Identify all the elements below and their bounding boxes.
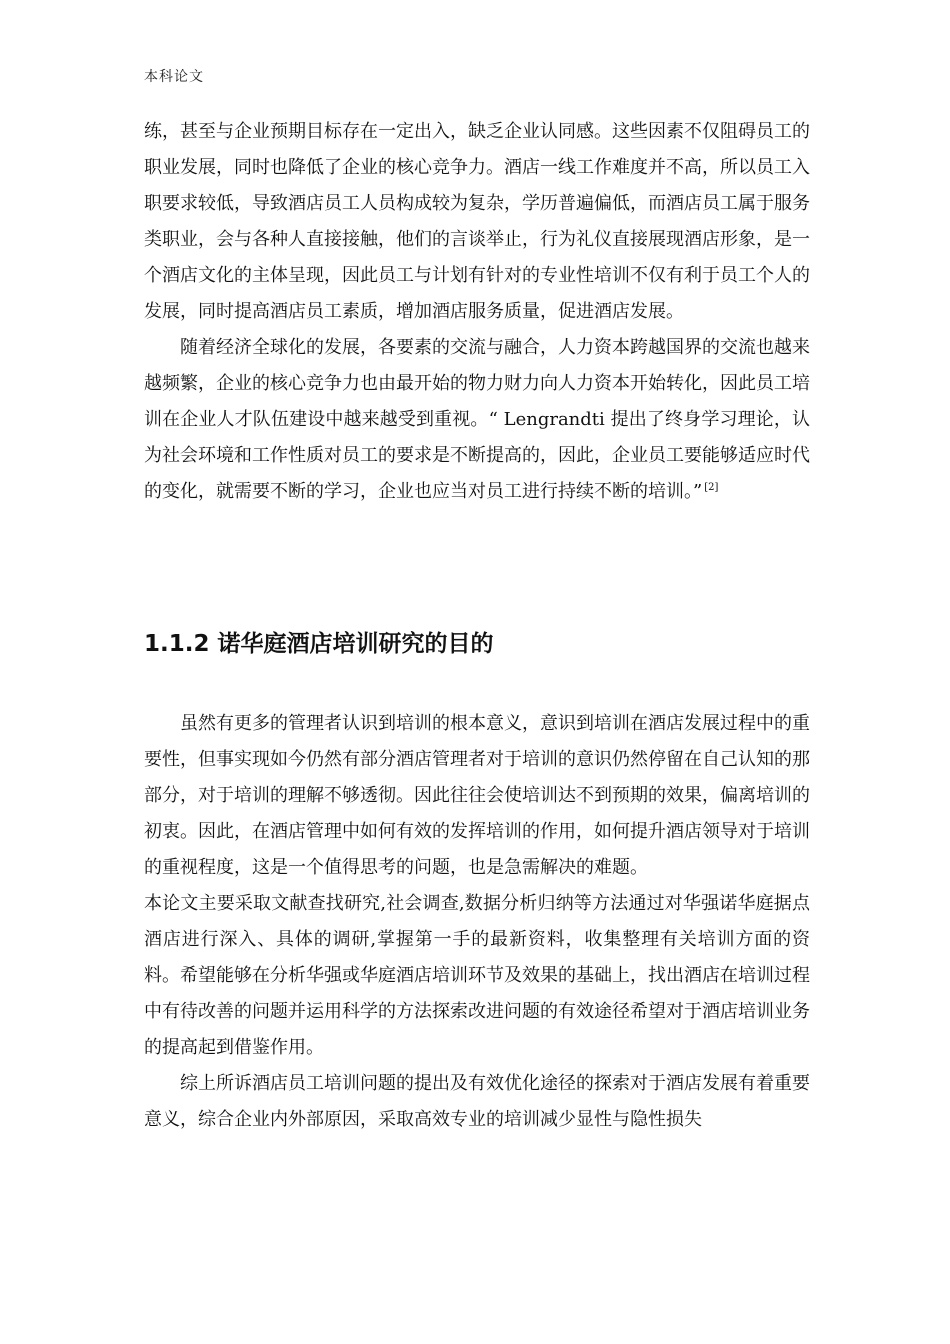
paragraph-globalization-text: 随着经济全球化的发展，各要素的交流与融合，人力资本跨越国界的交流也越来越频繁，企业的核心竞争力也由最开始的物力财力向人力资本开始转化，因此员工培训在企业人才队伍建设中越来越受到重视。“ Lengrandti 提出了终身学习理论，认为社会环境和工作性质对员工的要求是不断提高的，因此，企业员工要能够适应时代的变化，就需要不断的学习，企业也应当对员工进行持续不断的培训。” [144,337,810,502]
body-block-bottom [144,706,810,1138]
paragraph-summary: 综上所诉酒店员工培训问题的提出及有效优化途径的探索对于酒店发展有着重要意义，综合企业内外部原因，采取高效专业的培训减少显性与隐性损失 [144,1073,810,1130]
body-block-top [144,114,810,510]
paragraph-methods: 本论文主要采取文献查找研究,社会调查,数据分析归纳等方法通过对华强诺华庭据点酒店进行深入、具体的调研,掌握第一手的最新资料，收集整理有关培训方面的资料。希望能够在分析华强或华庭酒店培训环节及效果的基础上，找出酒店在培训过程中有待改善的问题并运用科学的方法探索改进问题的有效途径希望对于酒店培训业务的提高起到借鉴作用。 [144,893,810,1058]
paragraph-globalization [144,330,810,510]
paragraph-purpose: 虽然有更多的管理者认识到培训的根本意义，意识到培训在酒店发展过程中的重要性，但事实现如今仍然有部分酒店管理者对于培训的意识仍然停留在自己认知的那部分，对于培训的理解不够透彻。因此往往会使培训达不到预期的效果，偏离培训的初衷。因此，在酒店管理中如何有效的发挥培训的作用，如何提升酒店领导对于培训的重视程度，这是一个值得思考的问题，也是急需解决的难题。 [144,713,810,878]
citation-marker[interactable]: [2] [704,482,719,493]
page-header: 本科论文 [144,69,204,85]
paragraph-continued: 练，甚至与企业预期目标存在一定出入，缺乏企业认同感。这些因素不仅阻碍员工的职业发展，同时也降低了企业的核心竞争力。酒店一线工作难度并不高，所以员工入职要求较低，导致酒店员工人员构成较为复杂，学历普遍偏低，而酒店员工属于服务类职业，会与各种人直接接触，他们的言谈举止，行为礼仪直接展现酒店形象，是一个酒店文化的主体呈现，因此员工与计划有针对的专业性培训不仅有利于员工个人的发展，同时提高酒店员工素质，增加酒店服务质量，促进酒店发展。 [144,121,810,322]
section-heading: 1.1.2 诺华庭酒店培训研究的目的 [144,631,494,657]
